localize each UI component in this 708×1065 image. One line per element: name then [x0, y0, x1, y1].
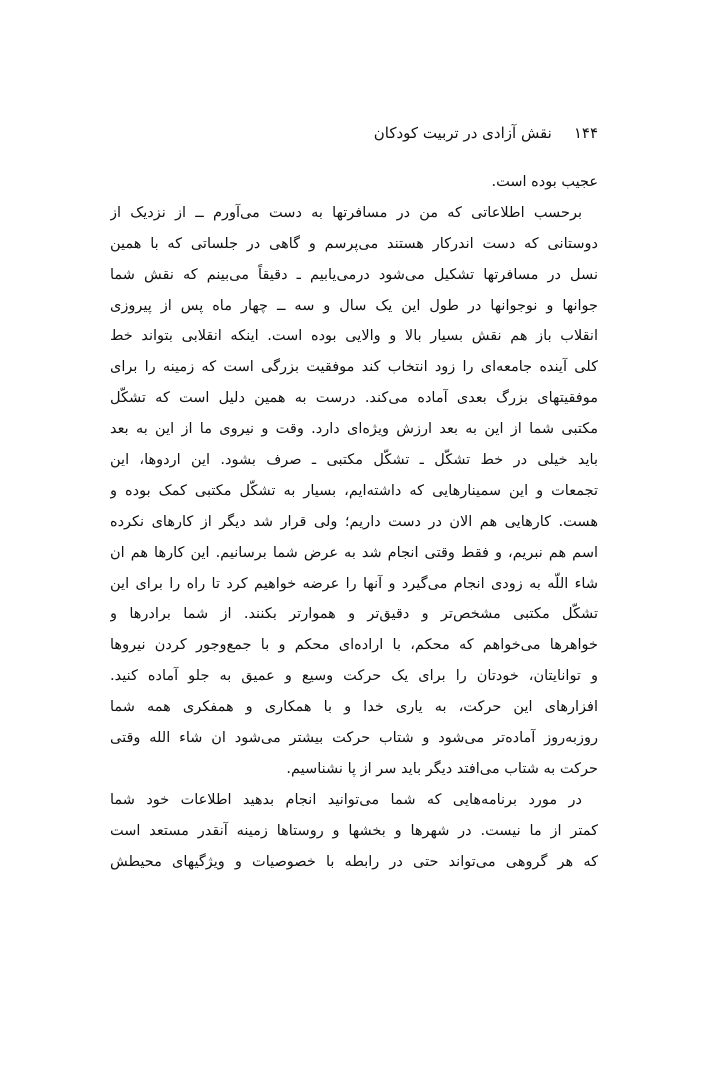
text-line: مکتبی شما از این به بعد ارزش ویژه‌ای دارد. وقت و نیروی ما از این به بعد	[110, 421, 598, 438]
text-line: حرکت به شتاب می‌افتد دیگر باید سر از پا نشناسیم.	[286, 760, 598, 777]
text-line: کمتر از ما نیست. در شهرها و بخشها و روستاها زمینه آنقدر مستعد است	[110, 822, 598, 839]
text-line: و توانایتان، خودتان را برای یک حرکت وسیع و عمیق به جلو آماده کنید.	[110, 668, 598, 685]
page-number: ۱۴۴	[573, 124, 598, 142]
text-line: تشکّل مکتبی مشخص‌تر و دقیق‌تر و هموارتر بکنند. از شما برادرها و	[110, 606, 598, 623]
running-head	[110, 118, 598, 148]
text-line: برحسب اطلاعاتی که من در مسافرتها به دست می‌آورم ــ از نزدیک از	[110, 204, 582, 221]
book-title: نقش آزادی در تربیت کودکان	[373, 124, 552, 142]
text-line: دوستانی که دست اندرکار هستند می‌پرسم و گاهی در جلساتی که با همین	[110, 235, 598, 252]
text-line: هست. کارهایی هم الان در دست داریم؛ ولی قرار شد دیگر از کارهای نکرده	[110, 513, 598, 530]
text-line: تجمعات و این سمینارهایی که داشته‌ایم، بسیار به تشکّل مکتبی کمک بوده و	[110, 482, 598, 499]
body-text	[110, 167, 598, 877]
text-line: افزارهای این حرکت، به یاری خدا و با همکاری و همفکری همه شما	[110, 699, 598, 716]
text-line: انقلاب باز هم نقش بسیار بالا و والایی بوده است. اینکه انقلابی بتواند خط	[110, 328, 598, 345]
text-line: عجیب بوده است.	[491, 174, 598, 190]
text-line: کلی آینده جامعه‌ای را زود انتخاب کند موفقیت بزرگی است که زمینه را برای	[110, 359, 598, 376]
text-line: خواهرها می‌خواهم که محکم، با اراده‌ای محکم و با جمع‌وجور کردن نیروها	[110, 637, 598, 654]
text-line: باید خیلی در خط تشکّل ـ تشکّل مکتبی ـ صرف بشود. این اردوها، این	[110, 452, 598, 469]
text-line: در مورد برنامه‌هایی که شما می‌توانید انجام بدهید اطلاعات خود شما	[110, 791, 582, 808]
text-line: اسم هم نبریم، و فقط وقتی انجام شد به عرض شما برسانیم. این کارها هم ان	[110, 544, 598, 561]
text-line: که هر گروهی می‌تواند حتی در رابطه با خصوصیات و ویژگیهای محیطش	[110, 853, 598, 870]
text-line: جوانها و نوجوانها در طول این یک سال و سه ــ چهار ماه پس از پیروزی	[110, 297, 598, 314]
text-line: شاء اللّه به زودی انجام می‌گیرد و آنها را عرضه خواهیم کرد تا راه را برای این	[110, 575, 598, 592]
text-line: نسل در مسافرتها تشکیل می‌شود درمی‌یابیم ـ دقیقاً می‌بینم که نقش شما	[110, 266, 598, 283]
text-line: روزبه‌روز آماده‌تر می‌شود و شتاب حرکت بیشتر می‌شود ان شاء الله وقتی	[110, 730, 598, 747]
text-line: موفقیتهای بزرگ بعدی آماده می‌کند. درست به همین دلیل است که تشکّل	[110, 390, 598, 407]
